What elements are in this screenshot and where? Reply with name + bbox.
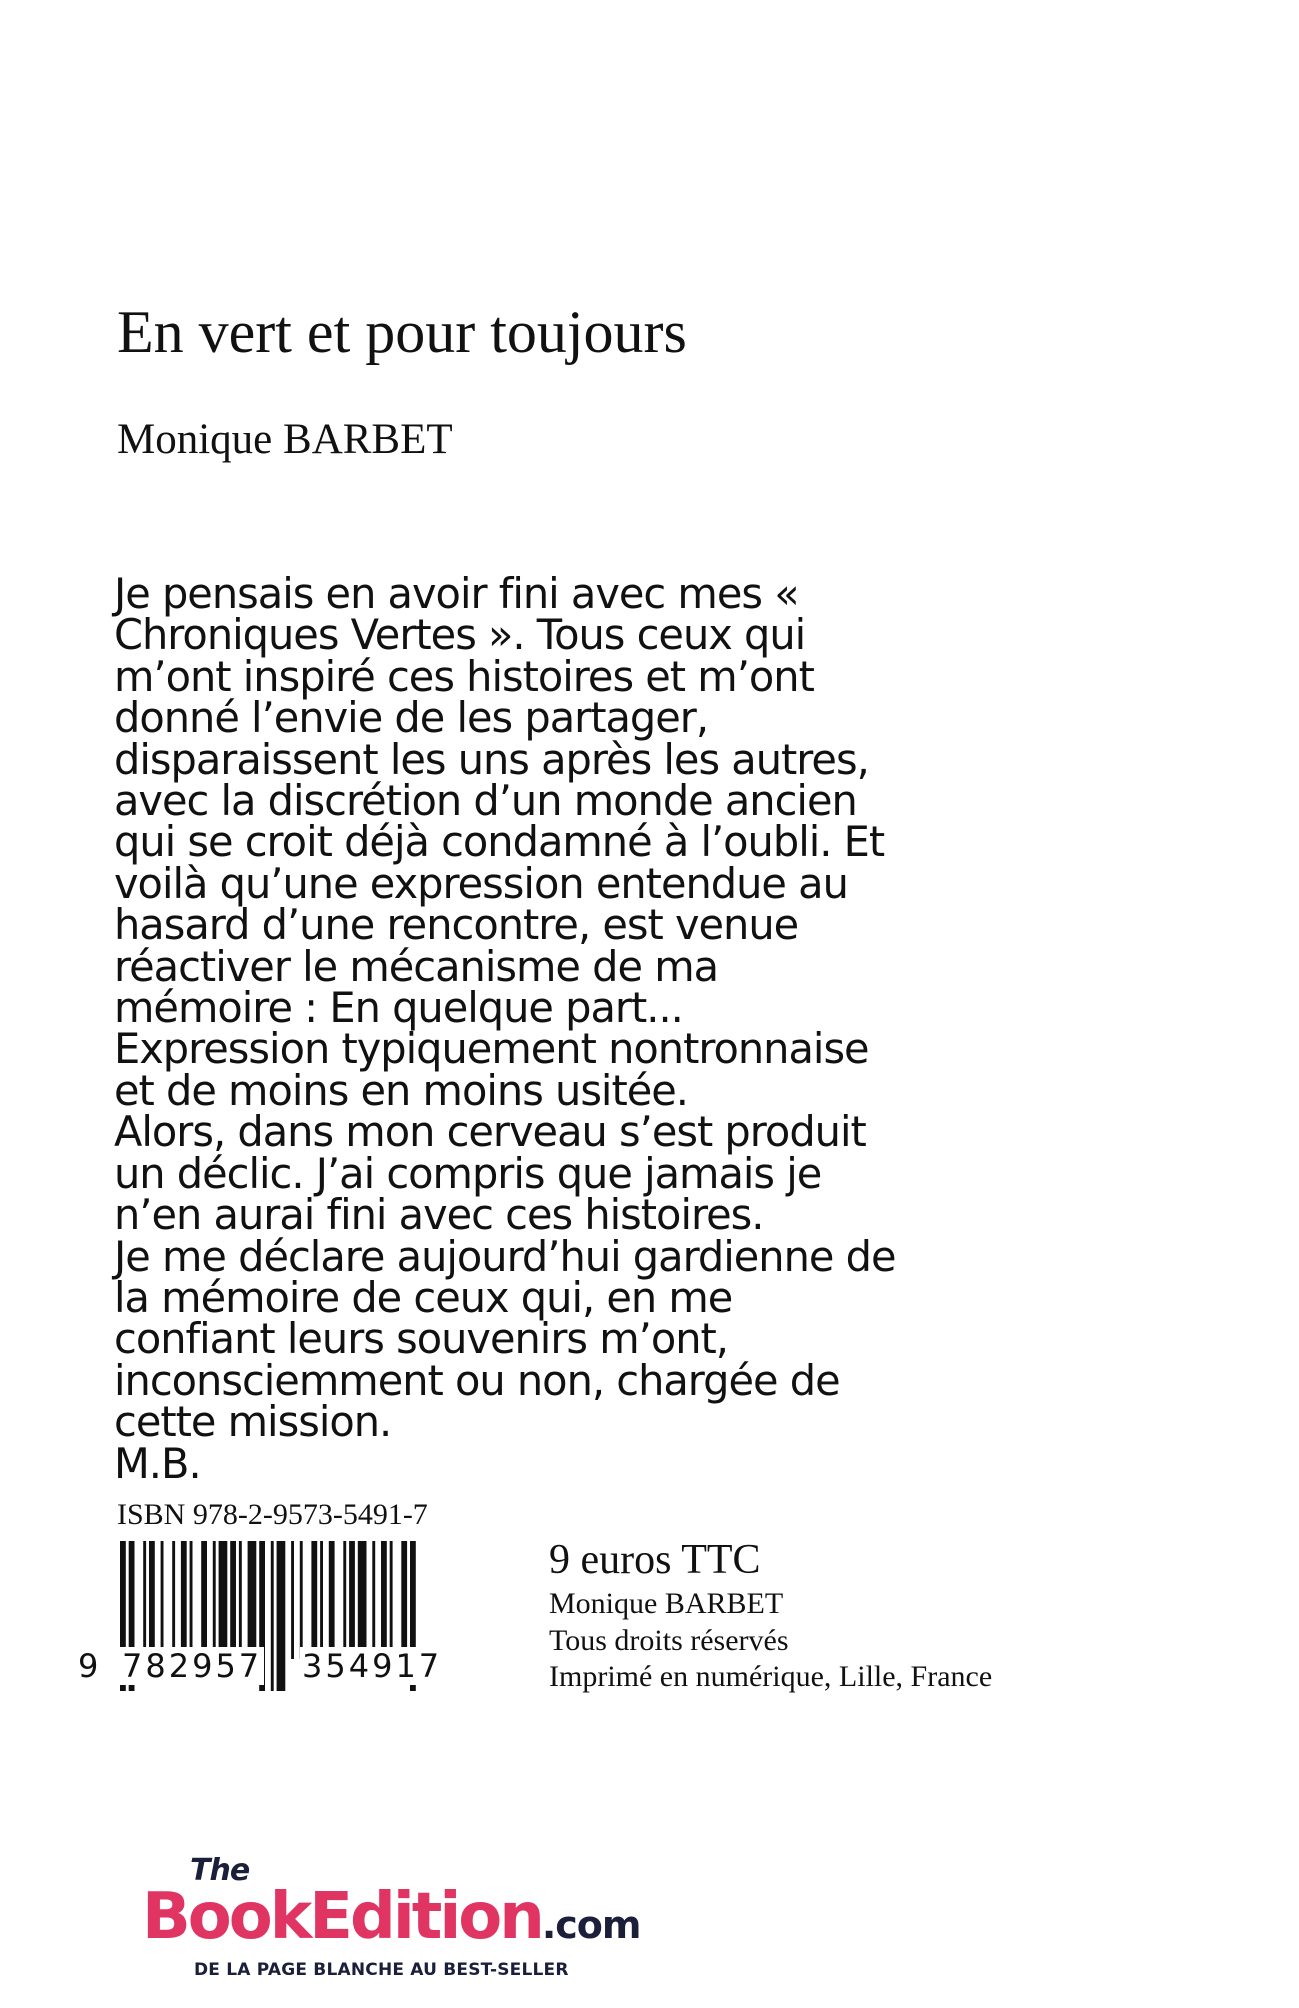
publisher-author: Monique BARBET xyxy=(549,1587,784,1620)
barcode-bar xyxy=(181,1541,187,1659)
blurb-line: cette mission. xyxy=(114,1397,392,1447)
blurb-line: disparaissent les uns après les autres, xyxy=(114,734,869,784)
blurb-line: réactiver le mécanisme de ma xyxy=(114,941,719,991)
blurb-line: M.B. xyxy=(114,1438,201,1488)
bookedition-logo xyxy=(142,1853,702,2006)
blurb-line: Expression typiquement nontronnaise xyxy=(114,1024,869,1074)
logo-wordmark xyxy=(142,1880,640,1962)
barcode-bar xyxy=(230,1541,236,1659)
price: 9 euros TTC xyxy=(549,1537,761,1583)
blurb-line: un déclic. J’ai compris que jamais je xyxy=(114,1148,822,1198)
blurb-line: n’en aurai fini avec ces histoires. xyxy=(114,1190,764,1240)
blurb-line: donné l’envie de les partager, xyxy=(114,693,709,743)
barcode-bar xyxy=(239,1541,242,1659)
blurb-line: Alors, dans mon cerveau s’est produit xyxy=(114,1107,866,1157)
book-title: En vert et pour toujours xyxy=(117,299,687,365)
isbn-label: ISBN 978-2-9573-5491-7 xyxy=(117,1498,428,1531)
barcode-bar xyxy=(343,1541,346,1659)
barcode-bar xyxy=(161,1541,164,1659)
back-cover-blurb xyxy=(114,569,1114,1488)
blurb-line: la mémoire de ceux qui, en me xyxy=(114,1272,733,1322)
barcode-bar xyxy=(277,1541,286,1691)
barcode-bar xyxy=(372,1541,375,1659)
blurb-line: inconsciemment ou non, chargée de xyxy=(114,1355,840,1405)
logo-tagline: DE LA PAGE BLANCHE AU BEST-SELLER xyxy=(194,1960,569,1980)
barcode-digit-group-right: 354917 xyxy=(302,1647,443,1685)
barcode-bar xyxy=(329,1541,335,1659)
barcode-bar xyxy=(172,1541,175,1659)
blurb-line: Je me déclare aujourd’hui gardienne de xyxy=(114,1231,896,1281)
barcode-bar xyxy=(149,1541,155,1659)
barcode-bar xyxy=(248,1541,257,1659)
logo-the: The xyxy=(190,1853,250,1888)
barcode-bar xyxy=(271,1541,274,1691)
blurb-line: confiant leurs souvenirs m’ont, xyxy=(114,1314,728,1364)
barcode-bar xyxy=(291,1541,294,1659)
barcode-bar xyxy=(213,1541,216,1659)
barcode-digit-lead: 9 xyxy=(78,1647,99,1685)
barcode-bar xyxy=(311,1541,317,1659)
print-notice: Imprimé en numérique, Lille, France xyxy=(549,1660,993,1693)
barcode-bar xyxy=(390,1541,393,1659)
barcode-bar xyxy=(219,1541,228,1659)
logo-brand: BookEdition xyxy=(142,1880,542,1954)
isbn-barcode xyxy=(80,1541,490,1696)
barcode-bar xyxy=(349,1541,355,1659)
barcode-bar xyxy=(320,1541,323,1659)
barcode-bar xyxy=(201,1541,207,1659)
barcode-bar xyxy=(143,1541,146,1659)
blurb-line: avec la discrétion d’un monde ancien xyxy=(114,776,857,826)
barcode-digit-group-left: 782957 xyxy=(122,1647,263,1685)
blurb-line: hasard d’une rencontre, est venue xyxy=(114,900,799,950)
barcode-bar xyxy=(401,1541,407,1659)
rights-notice: Tous droits réservés xyxy=(549,1624,789,1657)
blurb-line: et de moins en moins usitée. xyxy=(114,1065,688,1115)
blurb-line: m’ont inspiré ces histoires et m’ont xyxy=(114,651,814,701)
blurb-line: Je pensais en avoir fini avec mes « xyxy=(114,569,799,618)
logo-suffix: .com xyxy=(541,1903,641,1947)
blurb-line: mémoire : En quelque part... xyxy=(114,983,683,1033)
barcode-bar xyxy=(358,1541,367,1659)
book-author: Monique BARBET xyxy=(117,416,453,463)
blurb-line: qui se croit déjà condamné à l’oubli. Et xyxy=(114,817,885,867)
barcode-bar xyxy=(190,1541,193,1659)
barcode-bar xyxy=(300,1541,303,1659)
blurb-line: Chroniques Vertes ». Tous ceux qui xyxy=(114,610,806,660)
barcode-bar xyxy=(381,1541,387,1659)
blurb-line: voilà qu’une expression entendue au xyxy=(114,858,848,908)
